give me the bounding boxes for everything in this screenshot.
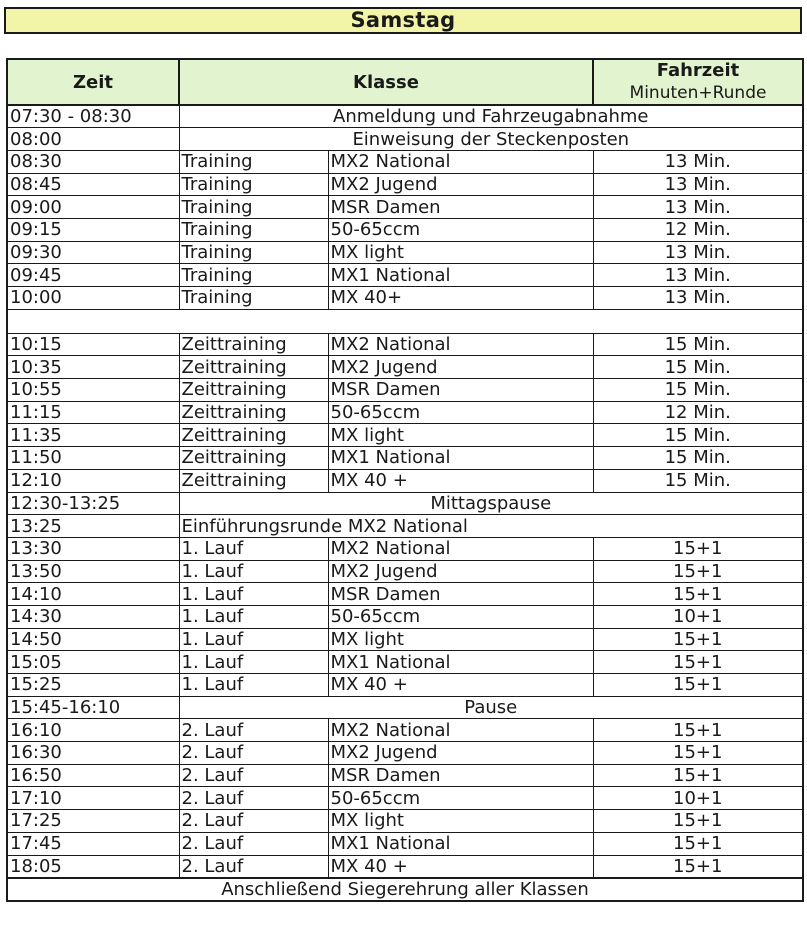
schedule-footer [7,878,803,901]
table-row [7,583,803,606]
cell-zeit: 09:00 [7,196,179,219]
table-row [7,173,803,196]
cell-art: Zeittraining [179,424,328,447]
cell-art: Training [179,173,328,196]
header-fahrzeit-label: Fahrzeit [656,60,740,81]
cell-fahrzeit: 10+1 [593,605,803,628]
cell-zeit: 08:45 [7,173,179,196]
table-row [7,333,803,356]
cell-art: 1. Lauf [179,537,328,560]
cell-fahrzeit: 15+1 [593,832,803,855]
cell-zeit: 12:10 [7,469,179,492]
cell-klasse: MX2 Jugend [328,356,593,379]
cell-zeit: 16:50 [7,764,179,787]
schedule-header [7,59,803,105]
cell-zeit: 10:55 [7,379,179,402]
cell-art: Training [179,264,328,287]
cell-fahrzeit: 15 Min. [593,424,803,447]
cell-art: Training [179,218,328,241]
cell-fahrzeit: 15 Min. [593,379,803,402]
header-zeit [7,59,179,105]
cell-klasse: MSR Damen [328,379,593,402]
cell-art: 2. Lauf [179,742,328,765]
cell-zeit: 10:15 [7,333,179,356]
cell-fahrzeit: 13 Min. [593,241,803,264]
cell-klasse: MSR Damen [328,583,593,606]
cell-zeit: 14:50 [7,628,179,651]
cell-art: 2. Lauf [179,719,328,742]
cell-zeit: 09:30 [7,241,179,264]
table-row [7,424,803,447]
table-row [7,764,803,787]
table-row [7,241,803,264]
cell-klasse: MSR Damen [328,196,593,219]
cell-zeit: 14:30 [7,605,179,628]
cell-klasse: MX2 National [328,537,593,560]
table-row [7,379,803,402]
table-row [7,605,803,628]
cell-fahrzeit: 15+1 [593,537,803,560]
cell-fahrzeit: 13 Min. [593,287,803,310]
cell-zeit: 07:30 - 08:30 [7,105,179,128]
cell-klasse: MX1 National [328,264,593,287]
cell-klasse: MX1 National [328,447,593,470]
spacer-cell [7,309,803,333]
cell-art: Training [179,150,328,173]
schedule-body [7,105,803,878]
cell-fahrzeit: 13 Min. [593,173,803,196]
cell-klasse: MX 40 + [328,855,593,878]
footer-row [7,878,803,901]
header-zeit-label: Zeit [72,71,114,93]
cell-zeit: 18:05 [7,855,179,878]
cell-zeit: 09:15 [7,218,179,241]
table-row [7,264,803,287]
cell-event: Mittagspause [179,492,803,515]
cell-art: Zeittraining [179,447,328,470]
cell-fahrzeit: 15 Min. [593,356,803,379]
cell-klasse: MX light [328,628,593,651]
cell-art: 2. Lauf [179,810,328,833]
cell-klasse: 50-65ccm [328,787,593,810]
cell-klasse: 50-65ccm [328,401,593,424]
table-row [7,560,803,583]
cell-fahrzeit: 15+1 [593,628,803,651]
cell-fahrzeit: 15+1 [593,719,803,742]
cell-zeit: 09:45 [7,264,179,287]
cell-art: Training [179,287,328,310]
cell-fahrzeit: 15 Min. [593,333,803,356]
cell-klasse: MX light [328,424,593,447]
cell-art: 1. Lauf [179,651,328,674]
cell-zeit: 11:50 [7,447,179,470]
cell-event: Anmeldung und Fahrzeugabnahme [179,105,803,128]
spacer-row [7,309,803,333]
cell-fahrzeit: 10+1 [593,787,803,810]
cell-fahrzeit: 12 Min. [593,218,803,241]
cell-klasse: MX 40 + [328,469,593,492]
table-row [7,218,803,241]
table-row [7,810,803,833]
cell-zeit: 15:45-16:10 [7,696,179,719]
cell-zeit: 13:30 [7,537,179,560]
header-klasse-label: Klasse [353,71,419,93]
cell-klasse: MX2 Jugend [328,560,593,583]
cell-zeit: 12:30-13:25 [7,492,179,515]
cell-art: 2. Lauf [179,764,328,787]
cell-fahrzeit: 15+1 [593,583,803,606]
table-row [7,128,803,151]
table-row [7,855,803,878]
table-row [7,696,803,719]
cell-zeit: 17:25 [7,810,179,833]
cell-klasse: MX1 National [328,651,593,674]
cell-zeit: 08:00 [7,128,179,151]
cell-fahrzeit: 15+1 [593,674,803,697]
table-row [7,105,803,128]
cell-zeit: 10:35 [7,356,179,379]
cell-art: 2. Lauf [179,855,328,878]
cell-zeit: 14:10 [7,583,179,606]
cell-fahrzeit: 15+1 [593,651,803,674]
table-row [7,787,803,810]
cell-art: Zeittraining [179,356,328,379]
cell-klasse: MX 40+ [328,287,593,310]
cell-art: 2. Lauf [179,787,328,810]
cell-zeit: 17:10 [7,787,179,810]
cell-fahrzeit: 15+1 [593,742,803,765]
cell-zeit: 11:15 [7,401,179,424]
cell-art: Zeittraining [179,401,328,424]
header-row [7,59,803,105]
table-row [7,832,803,855]
table-row [7,401,803,424]
cell-art: Zeittraining [179,469,328,492]
cell-zeit: 15:25 [7,674,179,697]
header-fahrzeit [593,59,803,105]
cell-fahrzeit: 15 Min. [593,447,803,470]
cell-zeit: 16:10 [7,719,179,742]
cell-fahrzeit: 15+1 [593,764,803,787]
cell-art: 1. Lauf [179,583,328,606]
cell-klasse: MX1 National [328,832,593,855]
cell-art: 2. Lauf [179,832,328,855]
cell-zeit: 16:30 [7,742,179,765]
cell-klasse: MX2 Jugend [328,742,593,765]
cell-klasse: 50-65ccm [328,605,593,628]
cell-klasse: MSR Damen [328,764,593,787]
cell-art: 1. Lauf [179,605,328,628]
table-row [7,287,803,310]
cell-fahrzeit: 15+1 [593,855,803,878]
cell-event: Einweisung der Steckenposten [179,128,803,151]
cell-event: Pause [179,696,803,719]
cell-zeit: 13:50 [7,560,179,583]
cell-fahrzeit: 15+1 [593,560,803,583]
table-row [7,492,803,515]
cell-klasse: MX2 National [328,333,593,356]
table-row [7,469,803,492]
cell-event: Einführungsrunde MX2 National [179,515,803,538]
cell-fahrzeit: 15 Min. [593,469,803,492]
cell-fahrzeit: 13 Min. [593,264,803,287]
schedule-table [6,58,804,902]
cell-art: Training [179,241,328,264]
table-row [7,356,803,379]
cell-art: 1. Lauf [179,674,328,697]
table-row [7,742,803,765]
table-row [7,651,803,674]
cell-klasse: MX2 National [328,719,593,742]
footer-note: Anschließend Siegerehrung aller Klassen [7,878,803,901]
cell-klasse: MX2 Jugend [328,173,593,196]
cell-klasse: 50-65ccm [328,218,593,241]
page-title: Samstag [4,7,802,34]
cell-klasse: MX 40 + [328,674,593,697]
cell-art: 1. Lauf [179,628,328,651]
cell-zeit: 10:00 [7,287,179,310]
table-row [7,537,803,560]
table-row [7,447,803,470]
cell-fahrzeit: 15+1 [593,810,803,833]
cell-art: Training [179,196,328,219]
cell-art: Zeittraining [179,379,328,402]
cell-zeit: 08:30 [7,150,179,173]
header-fahrzeit-sublabel: Minuten+Runde [629,83,767,103]
cell-klasse: MX2 National [328,150,593,173]
cell-zeit: 17:45 [7,832,179,855]
cell-fahrzeit: 13 Min. [593,150,803,173]
table-row [7,628,803,651]
table-row [7,515,803,538]
table-row [7,674,803,697]
table-row [7,150,803,173]
table-row [7,196,803,219]
cell-fahrzeit: 13 Min. [593,196,803,219]
cell-zeit: 13:25 [7,515,179,538]
cell-fahrzeit: 12 Min. [593,401,803,424]
cell-art: 1. Lauf [179,560,328,583]
cell-klasse: MX light [328,810,593,833]
cell-klasse: MX light [328,241,593,264]
header-klasse [179,59,593,105]
cell-art: Zeittraining [179,333,328,356]
cell-zeit: 15:05 [7,651,179,674]
table-row [7,719,803,742]
cell-zeit: 11:35 [7,424,179,447]
